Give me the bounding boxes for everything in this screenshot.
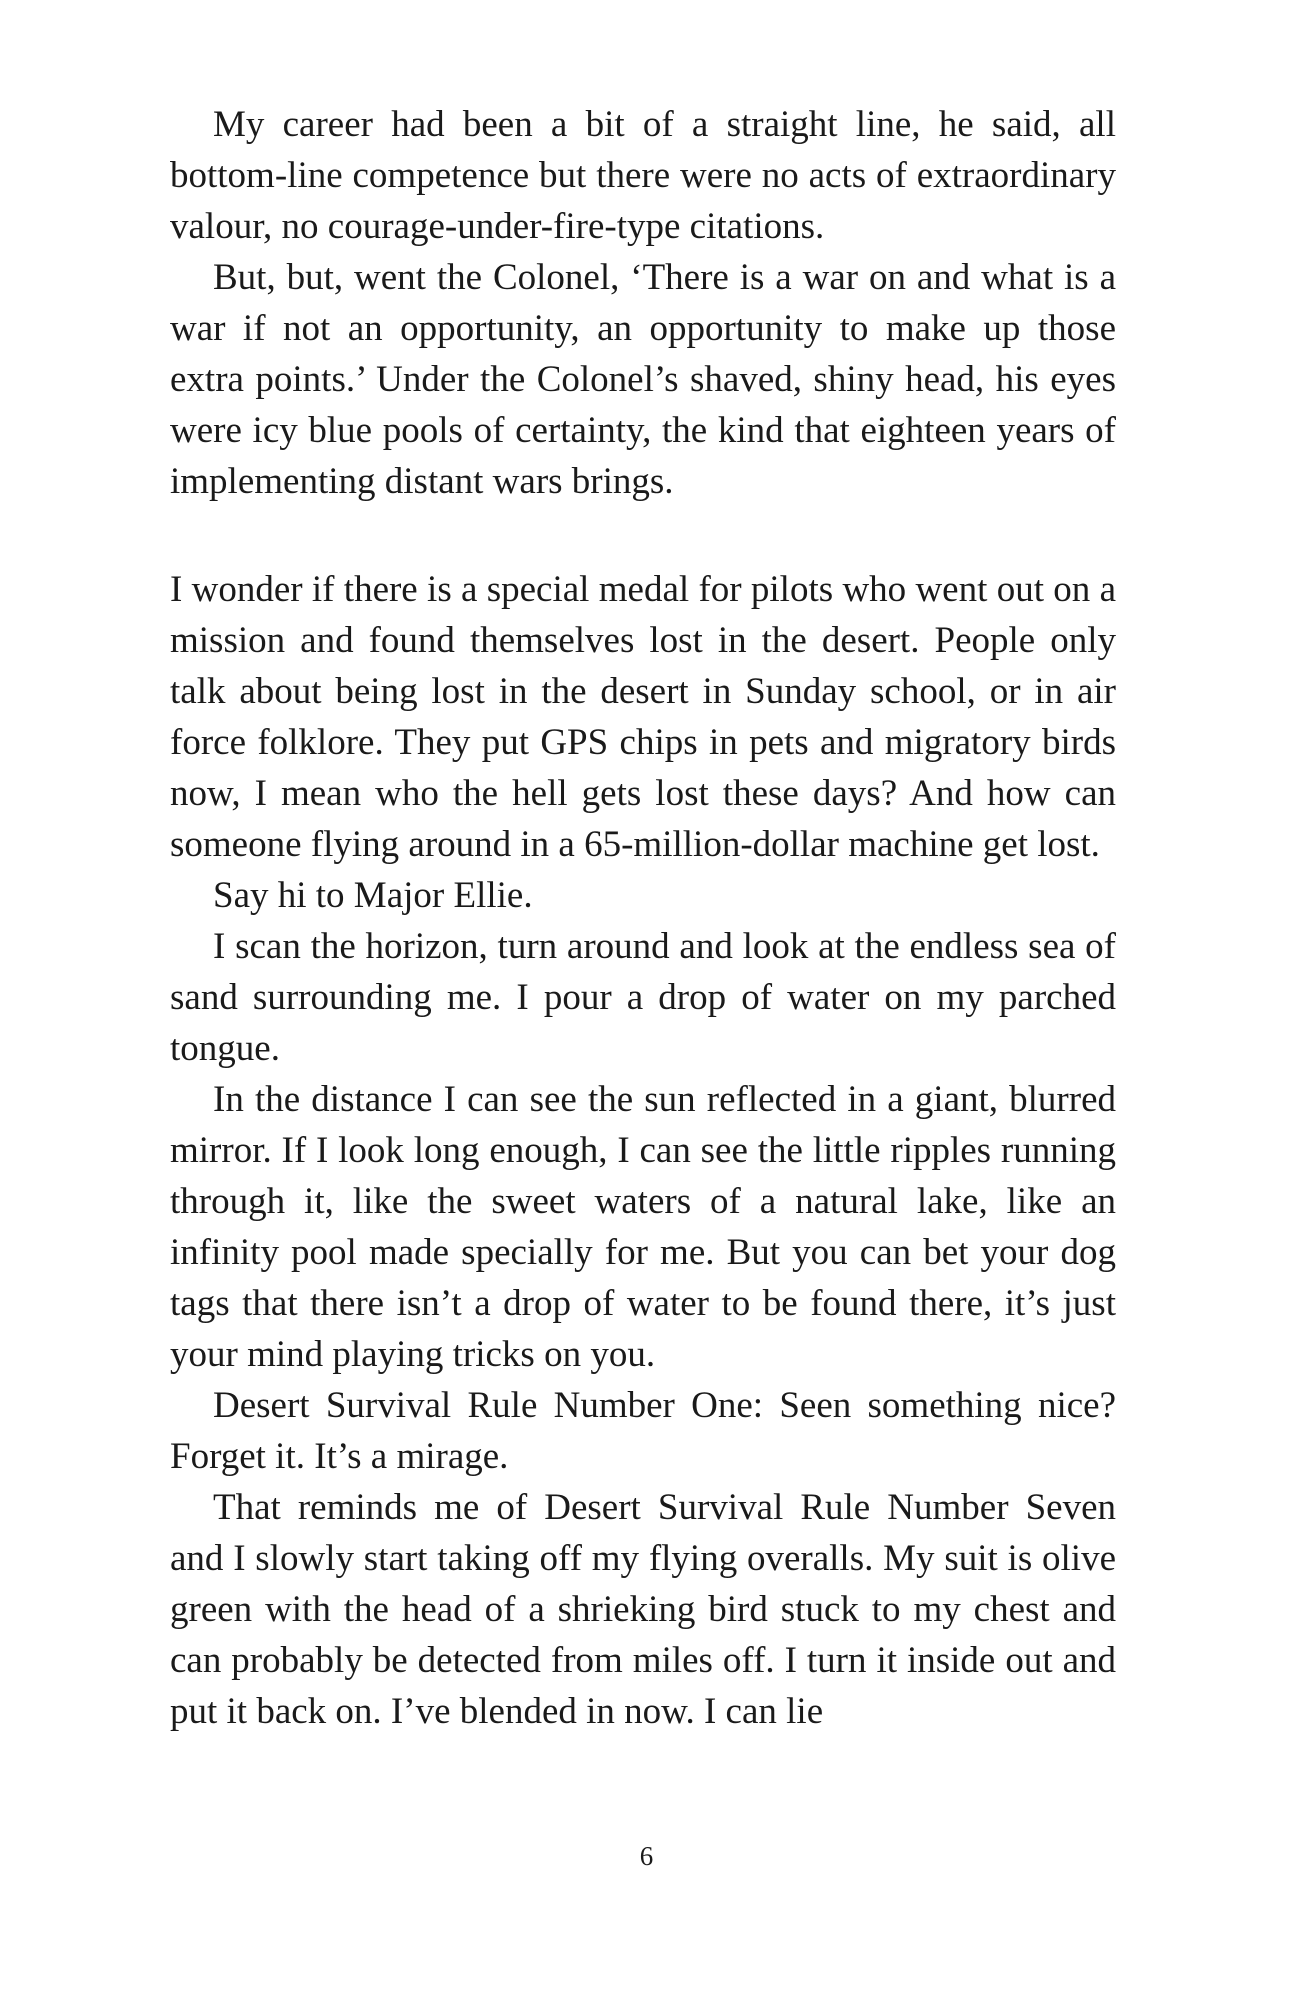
paragraph: Desert Survival Rule Number One: Seen something nice? Forget it. It’s a mirage. <box>170 1385 1116 1477</box>
paragraph: But, but, went the Colonel, ‘There is a war on and what is a war if not an opportunity, an opportunity to make up those extra points.’ Under the Colonel’s shaved, shiny head, his eyes were icy blue pools of certainty, the kind that eighteen years of implementing distant wars brings. <box>170 257 1116 502</box>
paragraph: In the distance I can see the sun reflected in a giant, blurred mirror. If I look long enough, I can see the little ripples running through it, like the sweet waters of a natural lake, like an infinity pool made specially for me. But you can bet your dog tags that there isn’t a drop of water to be found there, it’s just your mind playing tricks on you. <box>170 1079 1116 1375</box>
page-number: 6 <box>639 1841 654 1871</box>
paragraph: That reminds me of Desert Survival Rule Number Seven and I slowly start taking off my flying overalls. My suit is olive green with the head of a shrieking bird stuck to my chest and can probably be detected from miles off. I turn it inside out and put it back on. I’ve blended in now. I can lie <box>170 1487 1116 1732</box>
paragraph: I scan the horizon, turn around and look at the endless sea of sand surrounding me. I pour a drop of water on my parched tongue. <box>170 926 1116 1069</box>
paragraph: Say hi to Major Ellie. <box>213 875 533 916</box>
text-section-1 <box>170 99 1116 507</box>
paragraph: I wonder if there is a special medal for pilots who went out on a mission and found themselves lost in the desert. People only talk about being lost in the desert in Sunday school, or in air force folklore. They put GPS chips in pets and migratory birds now, I mean who the hell gets lost these days? And how can someone flying around in a 65-million-dollar machine get lost. <box>170 569 1116 865</box>
paragraph: My career had been a bit of a straight line, he said, all bottom-line competence but there were no acts of extraordinary valour, no courage-under-fire-type citations. <box>170 104 1116 247</box>
text-section-2 <box>170 564 1116 1737</box>
